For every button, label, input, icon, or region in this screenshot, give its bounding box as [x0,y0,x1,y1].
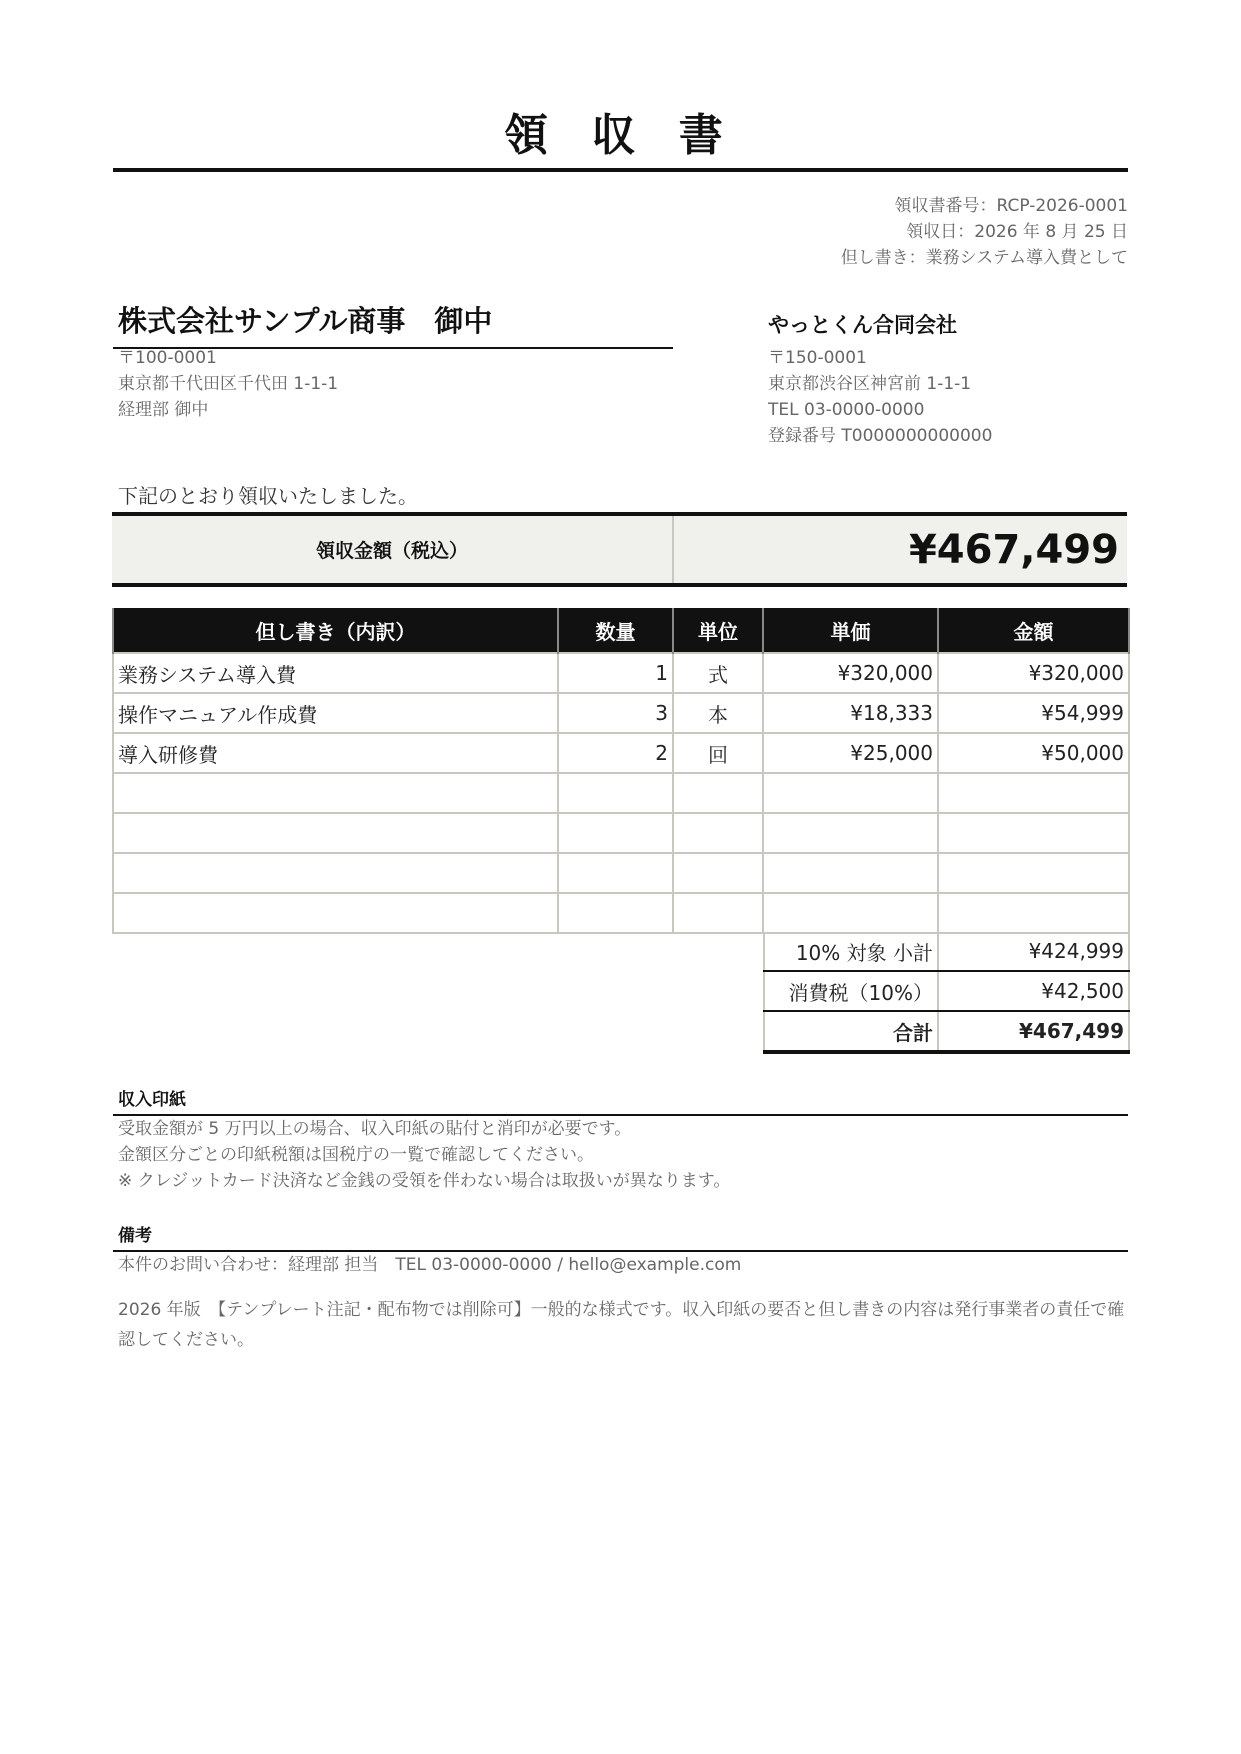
totals-table [763,932,1130,1054]
cell-empty [673,813,763,853]
stamp-note-line: ※ クレジットカード決済など金銭の受領を伴わない場合は取扱いが異なります。 [118,1171,731,1191]
cell-empty [673,893,763,933]
table-row [113,653,1129,693]
cell-empty [113,853,558,893]
document-title: 領 収 書 [504,110,737,161]
subtotal-row [764,932,1129,971]
cell-amount: ¥320,000 [938,653,1129,693]
cell-empty [113,893,558,933]
cell-empty [673,773,763,813]
stamp-section-heading: 収入印紙 [118,1090,186,1110]
amount-box [112,512,1127,587]
customer-address: 東京都千代田区千代田 1-1-1 [118,374,339,394]
intro-text: 下記のとおり領収いたしました。 [118,484,418,508]
cell-unit: 本 [673,693,763,733]
amount-label: 領収金額（税込） [112,516,674,583]
cell-empty [673,853,763,893]
table-row [113,693,1129,733]
cell-amount: ¥50,000 [938,733,1129,773]
tax-row [764,971,1129,1011]
subtotal-value: ¥424,999 [938,932,1129,971]
cell-unit: 式 [673,653,763,693]
cell-empty [763,773,938,813]
cell-empty [113,773,558,813]
template-footer-note: 2026 年版 【テンプレート注記・配布物では削除可】一般的な様式です。収入印紙の要否と但し書きの内容は発行事業者の責任で確認してください。 [118,1300,1125,1350]
col-header-quantity: 数量 [558,608,673,653]
table-row-empty [113,853,1129,893]
cell-description: 業務システム導入費 [113,653,558,693]
total-row [764,1011,1129,1052]
title-divider [113,168,1128,172]
issuer-registration: 登録番号 T0000000000000 [768,426,993,446]
cell-empty [558,773,673,813]
tax-label: 消費税（10%） [764,971,938,1011]
cell-empty [938,893,1129,933]
customer-postal: 〒100-0001 [118,348,217,368]
total-value: ¥467,499 [938,1011,1129,1052]
amount-value: ¥467,499 [908,526,1119,573]
cell-quantity: 2 [558,733,673,773]
subtotal-label: 10% 対象 小計 [764,932,938,971]
table-row-empty [113,813,1129,853]
cell-empty [763,893,938,933]
issuer-address: 東京都渋谷区神宮前 1-1-1 [768,374,972,394]
cell-unit-price: ¥25,000 [763,733,938,773]
cell-unit-price: ¥320,000 [763,653,938,693]
cell-empty [763,853,938,893]
cell-unit-price: ¥18,333 [763,693,938,733]
cell-empty [558,853,673,893]
cell-amount: ¥54,999 [938,693,1129,733]
receipt-date: 領収日：2026 年 8 月 25 日 [906,222,1128,242]
table-row [113,733,1129,773]
cell-quantity: 3 [558,693,673,733]
cell-description: 操作マニュアル作成費 [113,693,558,733]
issuer-tel: TEL 03-0000-0000 [768,400,925,420]
cell-empty [113,813,558,853]
cell-empty [558,893,673,933]
table-row-empty [113,893,1129,933]
notes-contact-line: 本件のお問い合わせ：経理部 担当 TEL 03-0000-0000 / hello@example.com [118,1255,742,1275]
col-header-amount: 金額 [938,608,1129,653]
cell-empty [558,813,673,853]
table-row-empty [113,773,1129,813]
col-header-description: 但し書き（内訳） [113,608,558,653]
cell-empty [938,813,1129,853]
customer-name: 株式会社サンプル商事 御中 [118,304,493,338]
tax-value: ¥42,500 [938,971,1129,1011]
cell-empty [938,853,1129,893]
issuer-name: やっとくん合同会社 [768,313,957,337]
col-header-unit-price: 単価 [763,608,938,653]
issuer-postal: 〒150-0001 [768,348,867,368]
receipt-purpose: 但し書き：業務システム導入費として [840,248,1128,268]
receipt-number: 領収書番号：RCP-2026-0001 [894,196,1128,216]
total-label: 合計 [764,1011,938,1052]
col-header-unit: 単位 [673,608,763,653]
cell-empty [938,773,1129,813]
cell-empty [763,813,938,853]
table-header-row [113,608,1129,653]
cell-unit: 回 [673,733,763,773]
stamp-note-line: 受取金額が 5 万円以上の場合、収入印紙の貼付と消印が必要です。 [118,1119,632,1139]
cell-quantity: 1 [558,653,673,693]
stamp-note-line: 金額区分ごとの印紙税額は国税庁の一覧で確認してください。 [118,1145,594,1165]
notes-section-heading: 備考 [118,1226,152,1246]
customer-department: 経理部 御中 [118,400,209,420]
cell-description: 導入研修費 [113,733,558,773]
items-table [112,608,1130,934]
